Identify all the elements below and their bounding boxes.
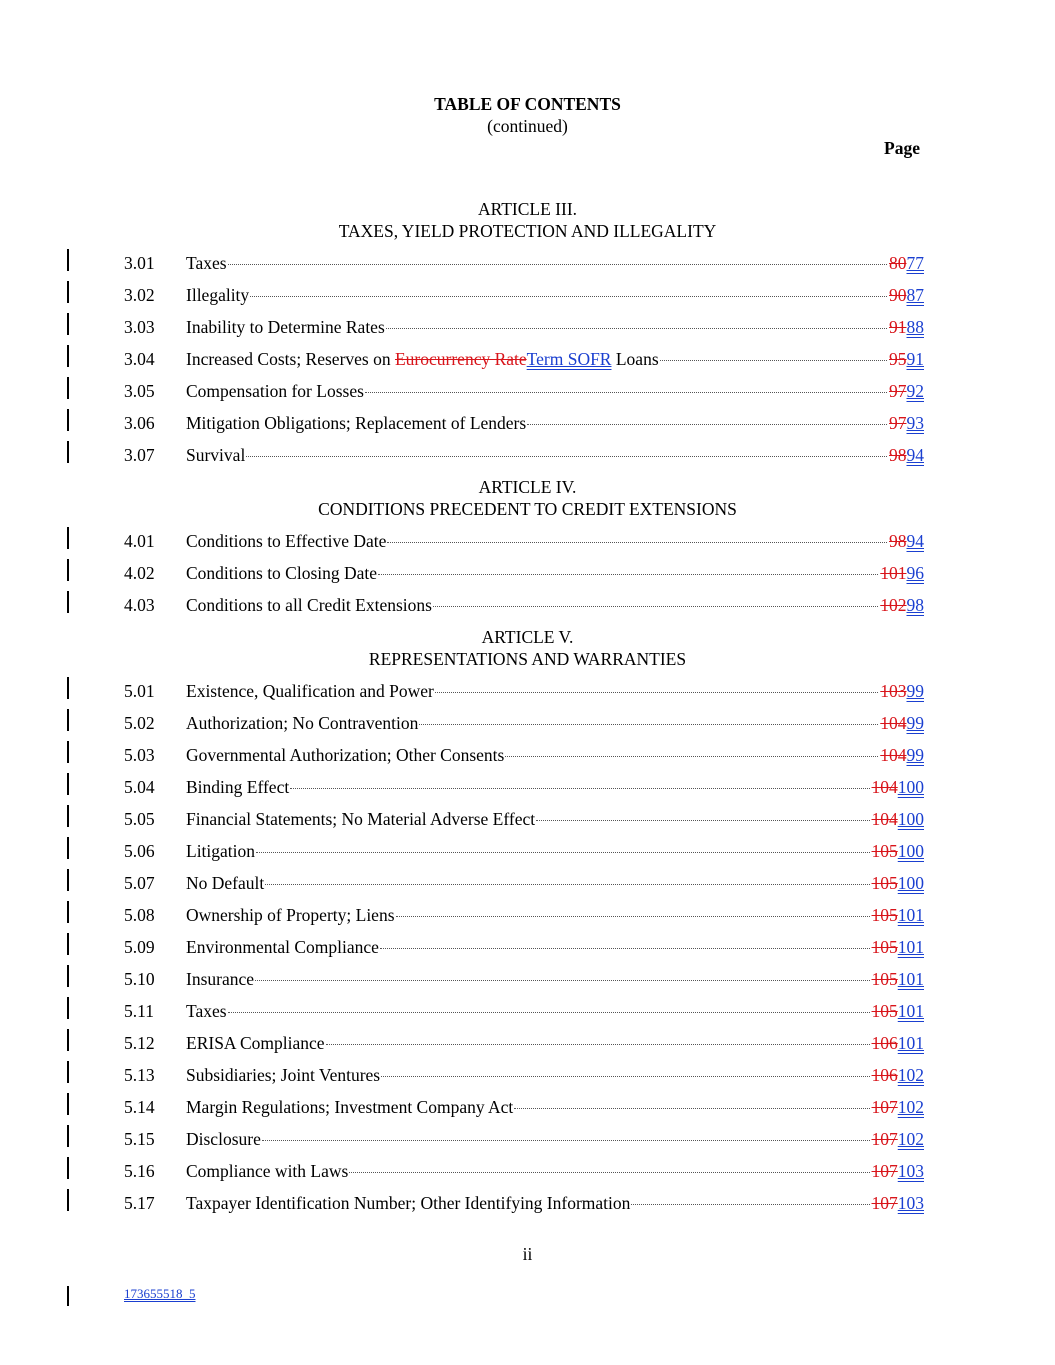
dot-leader xyxy=(265,884,869,885)
old-page-number: 80 xyxy=(889,253,907,273)
page-reference[interactable] xyxy=(872,1031,925,1055)
page-reference[interactable] xyxy=(889,315,924,339)
new-page-number[interactable]: 101 xyxy=(897,937,924,957)
dot-leader xyxy=(387,542,887,543)
new-page-number[interactable]: 93 xyxy=(906,413,924,433)
section-title: Financial Statements; No Material Adverse Effect xyxy=(186,809,536,829)
old-page-number: 106 xyxy=(871,1065,898,1085)
old-page-number: 104 xyxy=(871,809,898,829)
old-page-number: 98 xyxy=(889,531,907,551)
change-bar xyxy=(67,805,69,827)
section-number: 5.06 xyxy=(124,841,155,861)
section-number: 5.17 xyxy=(124,1193,155,1213)
change-bar xyxy=(67,837,69,859)
dot-leader xyxy=(365,392,887,393)
toc-entry[interactable] xyxy=(0,1127,1055,1151)
change-bar xyxy=(67,345,69,367)
new-page-number[interactable]: 102 xyxy=(897,1065,924,1085)
page-reference[interactable] xyxy=(872,967,925,991)
page-reference[interactable] xyxy=(872,1063,925,1087)
section-title: Governmental Authorization; Other Consents xyxy=(186,745,505,765)
section-title: Illegality xyxy=(186,285,250,305)
old-page-number: 107 xyxy=(871,1161,898,1181)
section-title: Disclosure xyxy=(186,1129,261,1149)
dot-leader xyxy=(527,424,887,425)
section-number: 3.04 xyxy=(124,349,155,369)
section-number: 3.05 xyxy=(124,381,155,401)
article-number: ARTICLE IV. xyxy=(478,477,577,497)
toc-entry[interactable] xyxy=(0,561,1055,585)
section-number: 5.09 xyxy=(124,937,155,957)
new-page-number[interactable]: 94 xyxy=(906,531,924,551)
toc-entry[interactable] xyxy=(0,411,1055,435)
old-page-number: 105 xyxy=(871,873,898,893)
section-title: Margin Regulations; Investment Company Act xyxy=(186,1097,514,1117)
dot-leader xyxy=(228,1012,870,1013)
entry-line xyxy=(186,775,924,799)
page-reference[interactable] xyxy=(889,529,924,553)
dot-leader xyxy=(228,264,887,265)
page-reference[interactable] xyxy=(880,711,924,735)
page-reference[interactable] xyxy=(889,443,924,467)
dot-leader xyxy=(290,788,869,789)
entry-line xyxy=(186,1191,924,1215)
change-bar xyxy=(67,377,69,399)
section-title: Existence, Qualification and Power xyxy=(186,681,434,701)
section-title: Conditions to Effective Date xyxy=(186,531,387,551)
toc-entry[interactable] xyxy=(0,1191,1055,1215)
section-title: Inability to Determine Rates xyxy=(186,317,385,337)
old-page-number: 104 xyxy=(880,713,907,733)
section-number: 5.15 xyxy=(124,1129,155,1149)
dot-leader xyxy=(514,1108,869,1109)
new-page-number[interactable]: 88 xyxy=(906,317,924,337)
section-title: Compensation for Losses xyxy=(186,381,364,401)
new-page-number[interactable]: 102 xyxy=(897,1097,924,1117)
new-page-number[interactable]: 92 xyxy=(906,381,924,401)
page-reference[interactable] xyxy=(880,679,924,703)
toc-entry[interactable] xyxy=(0,903,1055,927)
toc-title: TABLE OF CONTENTS xyxy=(434,94,621,114)
title-part: Loans xyxy=(611,349,659,369)
old-page-number: 106 xyxy=(871,1033,898,1053)
entry-line xyxy=(186,679,924,703)
section-title: Mitigation Obligations; Replacement of Lenders xyxy=(186,413,527,433)
section-number: 5.11 xyxy=(124,1001,154,1021)
section-number: 5.03 xyxy=(124,745,155,765)
entry-line xyxy=(186,839,924,863)
toc-entry[interactable] xyxy=(0,1159,1055,1183)
dot-leader xyxy=(381,1076,869,1077)
toc-entry[interactable] xyxy=(0,807,1055,831)
section-title: No Default xyxy=(186,873,265,893)
toc-entry[interactable] xyxy=(0,935,1055,959)
entry-line xyxy=(186,1159,924,1183)
section-title: Conditions to Closing Date xyxy=(186,563,378,583)
page-reference[interactable] xyxy=(872,903,925,927)
entry-line xyxy=(186,1095,924,1119)
old-page-number: 105 xyxy=(871,969,898,989)
dot-leader xyxy=(433,606,878,607)
toc-entry[interactable] xyxy=(0,711,1055,735)
page-reference[interactable] xyxy=(889,379,924,403)
old-page-number: 105 xyxy=(871,937,898,957)
page-reference[interactable] xyxy=(872,871,925,895)
page-reference[interactable] xyxy=(872,935,925,959)
entry-line xyxy=(186,251,924,275)
section-title: Insurance xyxy=(186,969,255,989)
entry-line xyxy=(186,807,924,831)
change-bar xyxy=(67,1286,69,1306)
change-bar xyxy=(67,1061,69,1083)
section-number: 5.14 xyxy=(124,1097,155,1117)
dot-leader xyxy=(435,692,878,693)
page-reference[interactable] xyxy=(889,411,924,435)
dot-leader xyxy=(419,724,878,725)
old-page-number: 103 xyxy=(880,681,907,701)
old-page-number: 105 xyxy=(871,1001,898,1021)
toc-entry[interactable] xyxy=(0,283,1055,307)
change-bar xyxy=(67,281,69,303)
page-reference[interactable] xyxy=(889,283,924,307)
section-number: 5.10 xyxy=(124,969,155,989)
page-column-label: Page xyxy=(884,138,920,158)
section-number: 3.03 xyxy=(124,317,155,337)
entry-line xyxy=(186,1127,924,1151)
dot-leader xyxy=(349,1172,869,1173)
new-page-number[interactable]: 100 xyxy=(897,873,924,893)
new-page-number[interactable]: 91 xyxy=(906,349,924,369)
dot-leader xyxy=(660,360,887,361)
section-title: Taxes xyxy=(186,1001,227,1021)
old-page-number: 90 xyxy=(889,285,907,305)
change-bar xyxy=(67,709,69,731)
page-reference[interactable] xyxy=(889,251,924,275)
old-page-number: 97 xyxy=(889,381,907,401)
section-title: Ownership of Property; Liens xyxy=(186,905,395,925)
change-bar xyxy=(67,527,69,549)
new-page-number[interactable]: 101 xyxy=(897,905,924,925)
change-bar xyxy=(67,249,69,271)
entry-line xyxy=(186,529,924,553)
entry-line xyxy=(186,315,924,339)
article-number: ARTICLE III. xyxy=(477,199,578,219)
toc-entry[interactable] xyxy=(0,679,1055,703)
toc-entry[interactable] xyxy=(0,775,1055,799)
section-title xyxy=(186,347,659,371)
old-page-number: 101 xyxy=(880,563,907,583)
old-page-number: 105 xyxy=(871,841,898,861)
section-number: 3.06 xyxy=(124,413,155,433)
new-page-number[interactable]: 101 xyxy=(897,969,924,989)
section-number: 3.01 xyxy=(124,253,155,273)
entry-line xyxy=(186,871,924,895)
dot-leader xyxy=(386,328,887,329)
change-bar xyxy=(67,901,69,923)
old-page-number: 97 xyxy=(889,413,907,433)
entry-line xyxy=(186,561,924,585)
page-reference[interactable] xyxy=(872,839,925,863)
toc-entry[interactable] xyxy=(0,347,1055,371)
section-number: 4.02 xyxy=(124,563,155,583)
page-reference[interactable] xyxy=(880,593,924,617)
page-reference[interactable] xyxy=(872,999,925,1023)
entry-line xyxy=(186,1063,924,1087)
new-page-number[interactable]: 100 xyxy=(897,841,924,861)
change-bar xyxy=(67,1157,69,1179)
new-page-number[interactable]: 100 xyxy=(897,777,924,797)
page-reference[interactable] xyxy=(880,561,924,585)
section-number: 5.12 xyxy=(124,1033,155,1053)
old-page-number: 107 xyxy=(871,1097,898,1117)
change-bar xyxy=(67,965,69,987)
document-id: 173655518_5 xyxy=(124,1286,196,1301)
entry-line xyxy=(186,347,924,371)
page-reference[interactable] xyxy=(872,1159,925,1183)
change-bar xyxy=(67,677,69,699)
section-number: 5.07 xyxy=(124,873,155,893)
section-title: Environmental Compliance xyxy=(186,937,379,957)
change-bar xyxy=(67,441,69,463)
toc-entry[interactable] xyxy=(0,379,1055,403)
old-page-number: 98 xyxy=(889,445,907,465)
page-reference[interactable] xyxy=(872,807,925,831)
change-bar xyxy=(67,559,69,581)
new-page-number[interactable]: 98 xyxy=(906,595,924,615)
entry-line xyxy=(186,935,924,959)
deleted-text: Eurocurrency Rate xyxy=(394,349,527,369)
old-page-number: 107 xyxy=(871,1129,898,1149)
section-title: Subsidiaries; Joint Ventures xyxy=(186,1065,381,1085)
section-number: 5.01 xyxy=(124,681,155,701)
toc-entry[interactable] xyxy=(0,967,1055,991)
dot-leader xyxy=(505,756,878,757)
entry-line xyxy=(186,711,924,735)
dot-leader xyxy=(246,456,887,457)
section-title: Litigation xyxy=(186,841,256,861)
new-page-number[interactable]: 102 xyxy=(897,1129,924,1149)
entry-line xyxy=(186,443,924,467)
old-page-number: 102 xyxy=(880,595,907,615)
section-title: Survival xyxy=(186,445,246,465)
section-title: Authorization; No Contravention xyxy=(186,713,419,733)
entry-line xyxy=(186,743,924,767)
section-title: ERISA Compliance xyxy=(186,1033,325,1053)
change-bar xyxy=(67,869,69,891)
page-reference[interactable] xyxy=(889,347,924,371)
change-bar xyxy=(67,313,69,335)
change-bar xyxy=(67,997,69,1019)
change-bar xyxy=(67,773,69,795)
inserted-text: Term SOFR xyxy=(526,349,612,369)
toc-entry[interactable] xyxy=(0,529,1055,553)
toc-entry[interactable] xyxy=(0,443,1055,467)
dot-leader xyxy=(396,916,870,917)
change-bar xyxy=(67,591,69,613)
title-part: Increased Costs; Reserves on xyxy=(186,349,395,369)
entry-line xyxy=(186,411,924,435)
old-page-number: 107 xyxy=(871,1193,898,1213)
entry-line xyxy=(186,379,924,403)
old-page-number: 95 xyxy=(889,349,907,369)
new-page-number[interactable]: 99 xyxy=(906,681,924,701)
toc-entry[interactable] xyxy=(0,315,1055,339)
new-page-number[interactable]: 101 xyxy=(897,1033,924,1053)
page-reference[interactable] xyxy=(880,743,924,767)
page-reference[interactable] xyxy=(872,1095,925,1119)
entry-line xyxy=(186,999,924,1023)
new-page-number[interactable]: 100 xyxy=(897,809,924,829)
new-page-number[interactable]: 96 xyxy=(906,563,924,583)
change-bar xyxy=(67,409,69,431)
dot-leader xyxy=(536,820,869,821)
dot-leader xyxy=(631,1204,869,1205)
entry-line xyxy=(186,1031,924,1055)
section-number: 5.13 xyxy=(124,1065,155,1085)
dot-leader xyxy=(378,574,878,575)
new-page-number[interactable]: 99 xyxy=(906,713,924,733)
entry-line xyxy=(186,903,924,927)
toc-entry[interactable] xyxy=(0,871,1055,895)
article-title: REPRESENTATIONS AND WARRANTIES xyxy=(368,649,687,669)
toc-entry[interactable] xyxy=(0,1031,1055,1055)
page-reference[interactable] xyxy=(872,1191,925,1215)
new-page-number[interactable]: 99 xyxy=(906,745,924,765)
new-page-number[interactable]: 103 xyxy=(897,1161,924,1181)
section-number: 4.03 xyxy=(124,595,155,615)
toc-entry[interactable] xyxy=(0,1063,1055,1087)
section-number: 5.05 xyxy=(124,809,155,829)
section-title: Conditions to all Credit Extensions xyxy=(186,595,432,615)
section-number: 3.07 xyxy=(124,445,155,465)
page-reference[interactable] xyxy=(872,1127,925,1151)
article-number: ARTICLE V. xyxy=(481,627,574,647)
article-title: CONDITIONS PRECEDENT TO CREDIT EXTENSIONS xyxy=(318,499,737,519)
new-page-number[interactable]: 103 xyxy=(897,1193,924,1213)
old-page-number: 91 xyxy=(889,317,907,337)
page-reference[interactable] xyxy=(872,775,925,799)
new-page-number[interactable]: 94 xyxy=(906,445,924,465)
dot-leader xyxy=(262,1140,870,1141)
new-page-number[interactable]: 87 xyxy=(906,285,924,305)
article-title: TAXES, YIELD PROTECTION AND ILLEGALITY xyxy=(338,221,717,241)
dot-leader xyxy=(326,1044,870,1045)
old-page-number: 104 xyxy=(871,777,898,797)
section-number: 3.02 xyxy=(124,285,155,305)
section-number: 5.04 xyxy=(124,777,155,797)
dot-leader xyxy=(250,296,887,297)
entry-line xyxy=(186,967,924,991)
new-page-number[interactable]: 101 xyxy=(897,1001,924,1021)
toc-entry[interactable] xyxy=(0,251,1055,275)
change-bar xyxy=(67,1093,69,1115)
change-bar xyxy=(67,1189,69,1211)
toc-entry[interactable] xyxy=(0,743,1055,767)
section-number: 5.08 xyxy=(124,905,155,925)
toc-entry[interactable] xyxy=(0,593,1055,617)
section-title: Binding Effect xyxy=(186,777,290,797)
toc-entry[interactable] xyxy=(0,839,1055,863)
toc-subtitle: (continued) xyxy=(487,116,568,136)
dot-leader xyxy=(380,948,870,949)
change-bar xyxy=(67,741,69,763)
section-title: Compliance with Laws xyxy=(186,1161,349,1181)
section-number: 5.16 xyxy=(124,1161,155,1181)
change-bar xyxy=(67,1125,69,1147)
toc-entry[interactable] xyxy=(0,1095,1055,1119)
toc-entry[interactable] xyxy=(0,999,1055,1023)
dot-leader xyxy=(255,980,869,981)
new-page-number[interactable]: 77 xyxy=(906,253,924,273)
entry-line xyxy=(186,283,924,307)
change-bar xyxy=(67,1029,69,1051)
page-number: ii xyxy=(522,1244,533,1264)
dot-leader xyxy=(256,852,869,853)
old-page-number: 104 xyxy=(880,745,907,765)
section-title: Taxes xyxy=(186,253,227,273)
entry-line xyxy=(186,593,924,617)
change-bar xyxy=(67,933,69,955)
section-number: 5.02 xyxy=(124,713,155,733)
section-number: 4.01 xyxy=(124,531,155,551)
section-title: Taxpayer Identification Number; Other Identifying Information xyxy=(186,1193,631,1213)
old-page-number: 105 xyxy=(871,905,898,925)
